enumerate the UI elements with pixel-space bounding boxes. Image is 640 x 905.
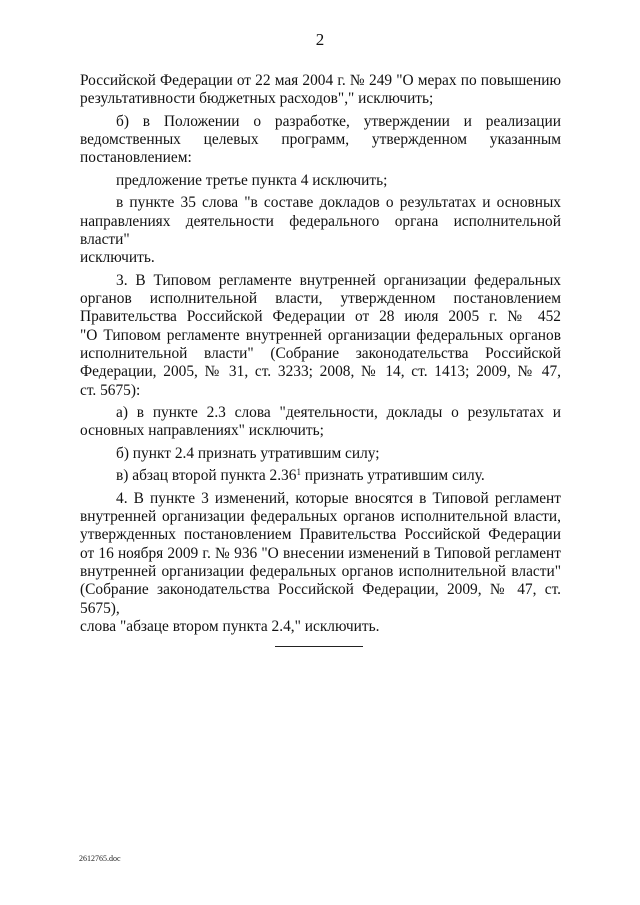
text-line: Федерации, 2005, № 31, ст. 3233; 2008, № 14, ст. 1413; 2009, № 47,: [80, 363, 561, 381]
text-line: слова "абзаце втором пункта 2.4," исключить.: [80, 617, 380, 635]
text-line: исключить.: [80, 249, 155, 267]
end-of-text-rule: [275, 646, 363, 647]
text-line: внутренней организации федеральных органов исполнительной власти": [80, 562, 561, 580]
paragraph-continuation: [80, 72, 561, 109]
paragraph-item-3: [80, 272, 561, 400]
text-line: "О Типовом регламенте внутренней организации федеральных органов: [80, 326, 561, 344]
document-code: 2612765.doc: [79, 854, 121, 863]
paragraph-sub-b: б) пункт 2.4 признать утратившим силу;: [116, 444, 380, 462]
text-line: 3. В Типовом регламенте внутренней организации федеральных: [116, 271, 561, 289]
text-line: ведомственных целевых программ, утвержденном указанным: [80, 131, 561, 149]
text-line: направлениях деятельности федерального органа исполнительной власти": [80, 212, 561, 248]
paragraph-point-35: [80, 194, 561, 267]
text-line: внутренней организации федеральных органов исполнительной власти,: [80, 508, 561, 526]
text-line: в пункте 35 слова "в составе докладов о результатах и основных: [116, 194, 561, 212]
paragraph-sub-v: [80, 467, 561, 485]
text-line: исполнительной власти" (Собрание законодательства Российской: [80, 344, 561, 362]
text-line: Российской Федерации от 22 мая 2004 г. № 249 "О мерах по повышению: [80, 72, 561, 89]
text-fragment: в) абзац второй пункта 2.36: [116, 467, 297, 485]
text-line: б) в Положении о разработке, утверждении и реализации: [116, 112, 561, 130]
paragraph-item-4: [80, 490, 561, 636]
page-number: 2: [315, 30, 325, 49]
text-line: основных направлениях" исключить;: [80, 422, 324, 440]
text-line: (Собрание законодательства Российской Федерации, 2009, № 47, ст. 5675),: [80, 581, 561, 617]
text-line: Правительства Российской Федерации от 28 июля 2005 г. № 452: [80, 308, 561, 326]
superscript: 1: [296, 467, 301, 478]
text-line: от 16 ноября 2009 г. № 936 "О внесении изменений в Типовой регламент: [80, 544, 561, 562]
paragraph-b-regulation: [80, 113, 561, 168]
document-body: [80, 72, 561, 640]
paragraph-sentence-three: предложение третье пункта 4 исключить;: [116, 171, 388, 189]
text-line: а) в пункте 2.3 слова "деятельности, доклады о результатах и: [116, 403, 561, 421]
text-line: утвержденных постановлением Правительства Российской Федерации: [80, 526, 561, 544]
text-line: ст. 5675):: [80, 381, 141, 399]
text-line: постановлением:: [80, 149, 192, 167]
paragraph-sub-a: [80, 404, 561, 441]
text-line: 4. В пункте 3 изменений, которые вносятся в Типовой регламент: [116, 489, 561, 507]
text-line: органов исполнительной власти, утвержденном постановлением: [80, 290, 561, 308]
text-fragment: признать утратившим силу.: [300, 467, 485, 485]
text-line: результативности бюджетных расходов"," исключить;: [80, 90, 434, 108]
